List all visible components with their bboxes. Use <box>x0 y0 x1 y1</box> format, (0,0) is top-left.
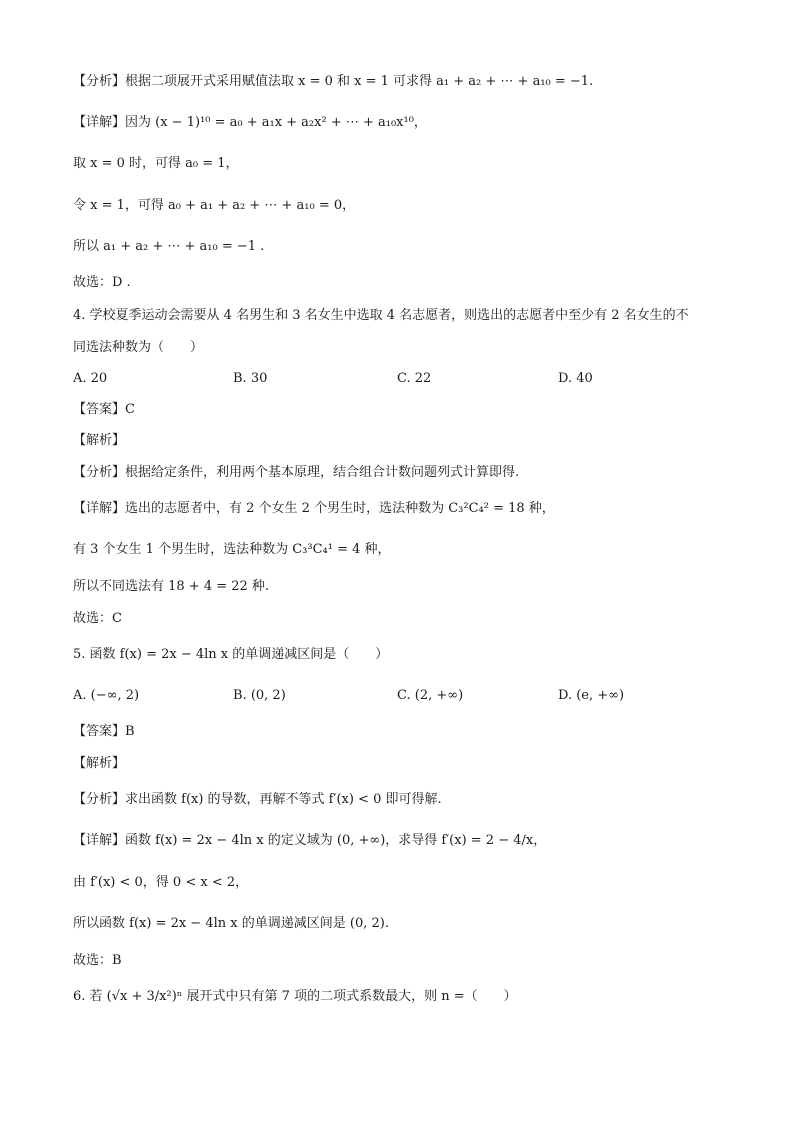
q4-detail-3: 所以不同选法有 18 + 4 = 22 种. <box>73 579 270 594</box>
q4-option-b: B. 30 <box>233 371 268 386</box>
q5-detail-1: 【详解】函数 f(x) = 2x − 4ln x 的定义域为 (0, +∞)，求导得 f′(x) = 2 − 4/x， <box>73 833 547 848</box>
q5-answer: 【答案】B <box>73 724 135 739</box>
q3-detail-1: 【详解】因为 (x − 1)¹⁰ = a₀ + a₁x + a₂x² + ⋯ + a₁₀x¹⁰， <box>73 115 427 130</box>
q5-stem: 5. 函数 f(x) = 2x − 4ln x 的单调递减区间是（ ） <box>73 647 389 662</box>
q5-detail-3: 所以函数 f(x) = 2x − 4ln x 的单调递减区间是 (0, 2). <box>73 916 389 931</box>
q5-option-d: D. (e, +∞) <box>558 688 625 703</box>
q4-detail-1: 【详解】选出的志愿者中，有 2 个女生 2 个男生时，选法种数为 C₃²C₄² = 18 种， <box>73 501 555 516</box>
q5-detail-2: 由 f′(x) < 0，得 0 < x < 2， <box>73 875 249 890</box>
q4-stem-2: 同选法种数为（ ） <box>73 340 204 355</box>
q5-answer-choice: 故选：B <box>73 953 122 968</box>
q5-option-a: A. (−∞, 2) <box>73 688 140 703</box>
q5-solution-heading: 【解析】 <box>73 756 126 771</box>
q4-option-a: A. 20 <box>73 371 108 386</box>
q5-option-c: C. (2, +∞) <box>397 688 464 703</box>
q5-option-b: B. (0, 2) <box>233 688 286 703</box>
q4-stem-1: 4. 学校夏季运动会需要从 4 名男生和 3 名女生中选取 4 名志愿者，则选出的志愿者中至少有 2 名女生的不 <box>73 308 689 323</box>
q3-detail-2: 取 x = 0 时，可得 a₀ = 1， <box>73 156 239 171</box>
q4-solution-heading: 【解析】 <box>73 433 126 448</box>
q4-option-c: C. 22 <box>397 371 432 386</box>
q3-detail-3: 令 x = 1，可得 a₀ + a₁ + a₂ + ⋯ + a₁₀ = 0， <box>73 198 356 213</box>
q3-analysis: 【分析】根据二项展开式采用赋值法取 x = 0 和 x = 1 可求得 a₁ + a₂ + ⋯ + a₁₀ = −1. <box>73 74 594 89</box>
q4-answer-choice: 故选：C <box>73 611 122 626</box>
q3-answer-choice: 故选：D . <box>73 275 131 290</box>
q4-analysis: 【分析】根据给定条件，利用两个基本原理，结合组合计数问题列式计算即得. <box>73 465 520 480</box>
q4-option-d: D. 40 <box>558 371 593 386</box>
q4-answer: 【答案】C <box>73 402 135 417</box>
q3-detail-4: 所以 a₁ + a₂ + ⋯ + a₁₀ = −1 . <box>73 239 265 254</box>
q6-stem: 6. 若 (√x + 3/x²)ⁿ 展开式中只有第 7 项的二项式系数最大，则 n =（ ） <box>73 989 517 1004</box>
q4-detail-2: 有 3 个女生 1 个男生时，选法种数为 C₃³C₄¹ = 4 种， <box>73 542 391 557</box>
q5-analysis: 【分析】求出函数 f(x) 的导数，再解不等式 f′(x) < 0 即可得解. <box>73 792 442 807</box>
